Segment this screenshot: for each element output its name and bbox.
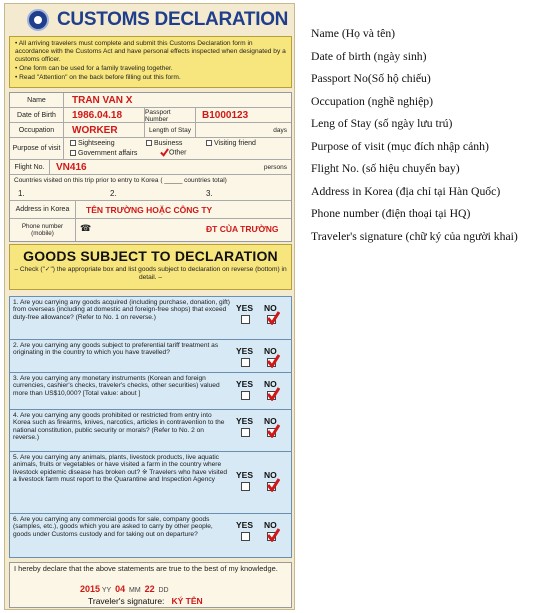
question-3-answer	[236, 375, 290, 411]
purpose-opt-business[interactable]: Business	[146, 140, 182, 147]
country-1[interactable]: 1.	[18, 189, 25, 198]
name-value[interactable]: TRAN VAN X	[72, 95, 133, 106]
name-row	[10, 93, 291, 108]
purpose-opt-visiting[interactable]: Visiting friend	[206, 140, 256, 147]
date-mm-label: MM	[129, 587, 141, 594]
question-1-text: 1. Are you carrying any goods acquired (including purchase, donation, gift) from overseas (including at domestic and foreign-free shops) that exceed duty-free allowance? (Refer to No. 1 on reverse.)	[13, 299, 230, 321]
name-label: Name	[10, 93, 64, 107]
legend-signature: Traveler's signature (chữ ký của người khai)	[311, 230, 518, 243]
date-year: 2015	[80, 584, 101, 594]
note-3: • Read "Attention" on the back before filling out this form.	[15, 74, 181, 81]
note-2: • One form can be used for a family traveling together.	[15, 65, 173, 72]
yes-checkbox[interactable]	[241, 358, 250, 367]
signature-value: KÝ TÊN	[171, 596, 203, 606]
goods-instructions: – Check ("✓") the appropriate box and list goods subject to declaration on reverse (bottom) in detail. –	[14, 266, 287, 281]
yes-label: YES	[236, 416, 254, 426]
question-3-text: 3. Are you carrying any monetary instruments (Korean and foreign currencies, cashier's checks, traveler's checks, other securities) valued more than US$10,000? [Total value: about ]	[13, 375, 220, 397]
no-label: NO	[264, 470, 277, 480]
declaration-text: I hereby declare that the above statements are true to the best of my knowledge.	[14, 564, 278, 573]
yes-checkbox[interactable]	[241, 482, 250, 491]
countries-row	[10, 175, 291, 201]
check-mark-icon	[266, 311, 280, 325]
yes-label: YES	[236, 470, 254, 480]
question-4	[10, 410, 291, 452]
declaration-section	[9, 562, 292, 608]
date-month: 04	[115, 584, 126, 594]
declaration-date[interactable]	[80, 584, 169, 594]
occupation-value[interactable]: WORKER	[72, 125, 118, 136]
no-label: NO	[264, 520, 277, 530]
occupation-label: Occupation	[10, 123, 64, 137]
passport-label: Passport Number	[144, 108, 196, 123]
country-2[interactable]: 2.	[110, 189, 117, 198]
dob-value[interactable]: 1986.04.18	[72, 110, 123, 121]
address-value[interactable]: TÊN TRƯỜNG HOẶC CÔNG TY	[86, 205, 213, 215]
customs-declaration-form	[4, 3, 295, 610]
dob-label: Date of Birth	[10, 108, 64, 122]
goods-title: GOODS SUBJECT TO DECLARATION	[23, 248, 278, 264]
question-5-text: 5. Are you carrying any animals, plants, livestock products, live aquatic animals, fruits or vegetables or have visited a farm in the country where livestock epidemic disease has broken out? ※ Travelers who have visited a livestock farm must report to the Quarantine and Inspection Agency	[13, 454, 228, 483]
yes-checkbox[interactable]	[241, 391, 250, 400]
address-row	[10, 201, 291, 219]
yes-label: YES	[236, 303, 254, 313]
countries-label: Countries visited on this trip prior to entry to Korea ( _____ countries total)	[14, 177, 227, 184]
date-dd-label: DD	[158, 587, 169, 594]
traveler-info-section	[9, 92, 292, 242]
country-3[interactable]: 3.	[206, 189, 213, 198]
phone-label: Phone number (mobile)	[10, 219, 76, 241]
question-2-answer	[236, 342, 290, 374]
yes-label: YES	[236, 520, 254, 530]
questions-section	[9, 296, 292, 558]
check-mark-icon	[266, 478, 280, 492]
purpose-opt-sightseeing[interactable]: Sightseeing	[70, 140, 115, 147]
legend-purpose: Purpose of visit (mục đích nhập cảnh)	[311, 140, 489, 153]
stay-unit: days	[273, 127, 287, 134]
check-mark-icon	[160, 148, 169, 157]
no-label: NO	[264, 346, 277, 356]
signature-line[interactable]	[88, 596, 203, 606]
purpose-opt-government[interactable]: Government affairs	[70, 150, 137, 157]
form-title: CUSTOMS DECLARATION	[57, 9, 289, 30]
question-6-text: 6. Are you carrying any commercial goods for sale, company goods (samples, etc.), goods which you are asked to carry by other people, goods under Customs custody and for taking out on departure?	[13, 516, 213, 538]
date-yy-label: YY	[101, 587, 112, 594]
yes-checkbox[interactable]	[241, 315, 250, 324]
question-2-text: 2. Are you carrying any goods subject to preferential tariff treatment as originating in the country to which you have travelled?	[13, 342, 219, 357]
question-1	[10, 297, 291, 340]
legend-phone: Phone number (điện thoại tại HQ)	[311, 207, 471, 220]
purpose-row	[10, 138, 291, 160]
flight-row	[10, 160, 291, 175]
legend-name: Name (Họ và tên)	[311, 27, 396, 40]
question-3	[10, 373, 291, 410]
flight-value[interactable]: VN416	[56, 162, 87, 173]
legend-dob: Date of birth (ngày sinh)	[311, 50, 427, 63]
phone-value[interactable]: ĐT CỦA TRƯỜNG	[206, 224, 279, 234]
yes-checkbox[interactable]	[241, 532, 250, 541]
legend-flight: Flight No. (số hiệu chuyến bay)	[311, 162, 460, 175]
question-4-text: 4. Are you carrying any goods prohibited or restricted from entry into Korea such as firearms, knives, narcotics, articles in contravention to the national constitution, public security or morals? (Refer to No. 2 on reverse.)	[13, 412, 225, 441]
passport-value[interactable]: B1000123	[202, 110, 249, 121]
yes-checkbox[interactable]	[241, 428, 250, 437]
question-6	[10, 514, 291, 558]
persons-label: persons	[263, 164, 287, 171]
no-label: NO	[264, 379, 277, 389]
phone-icon: ☎	[80, 223, 92, 233]
legend-stay: Leng of Stay (số ngày lưu trú)	[311, 117, 453, 130]
dob-row	[10, 108, 291, 123]
question-4-answer	[236, 412, 290, 453]
check-mark-icon	[266, 424, 280, 438]
question-6-answer	[236, 516, 290, 560]
occupation-row	[10, 123, 291, 138]
goods-header	[9, 244, 292, 290]
purpose-opt-other[interactable]: Other	[160, 148, 187, 157]
legend-address: Address in Korea (địa chỉ tại Hàn Quốc)	[311, 185, 501, 198]
form-header	[5, 4, 296, 36]
yes-label: YES	[236, 346, 254, 356]
no-label: NO	[264, 416, 277, 426]
korea-customs-seal-icon	[27, 9, 49, 31]
instructions-box	[9, 36, 292, 88]
question-1-answer	[236, 299, 290, 341]
flight-label: Flight No.	[10, 160, 50, 174]
phone-row	[10, 219, 291, 241]
address-label: Address in Korea	[10, 201, 76, 218]
legend-occupation: Occupation (nghề nghiệp)	[311, 95, 434, 108]
signature-label: Traveler's signature:	[88, 596, 165, 606]
no-label: NO	[264, 303, 277, 313]
check-mark-icon	[266, 354, 280, 368]
question-5	[10, 452, 291, 514]
purpose-label: Purpose of visit	[10, 138, 64, 159]
stay-label: Length of Stay	[144, 123, 196, 138]
note-1: • All arriving travelers must complete and submit this Customs Declaration form in accordance with the Customs Act and have personal effects inspected when designated by a customs officer.	[15, 40, 286, 63]
check-mark-icon	[266, 528, 280, 542]
check-mark-icon	[266, 387, 280, 401]
question-2	[10, 340, 291, 373]
legend-passport: Passport No(Số hộ chiếu)	[311, 72, 431, 85]
date-day: 22	[144, 584, 155, 594]
yes-label: YES	[236, 379, 254, 389]
